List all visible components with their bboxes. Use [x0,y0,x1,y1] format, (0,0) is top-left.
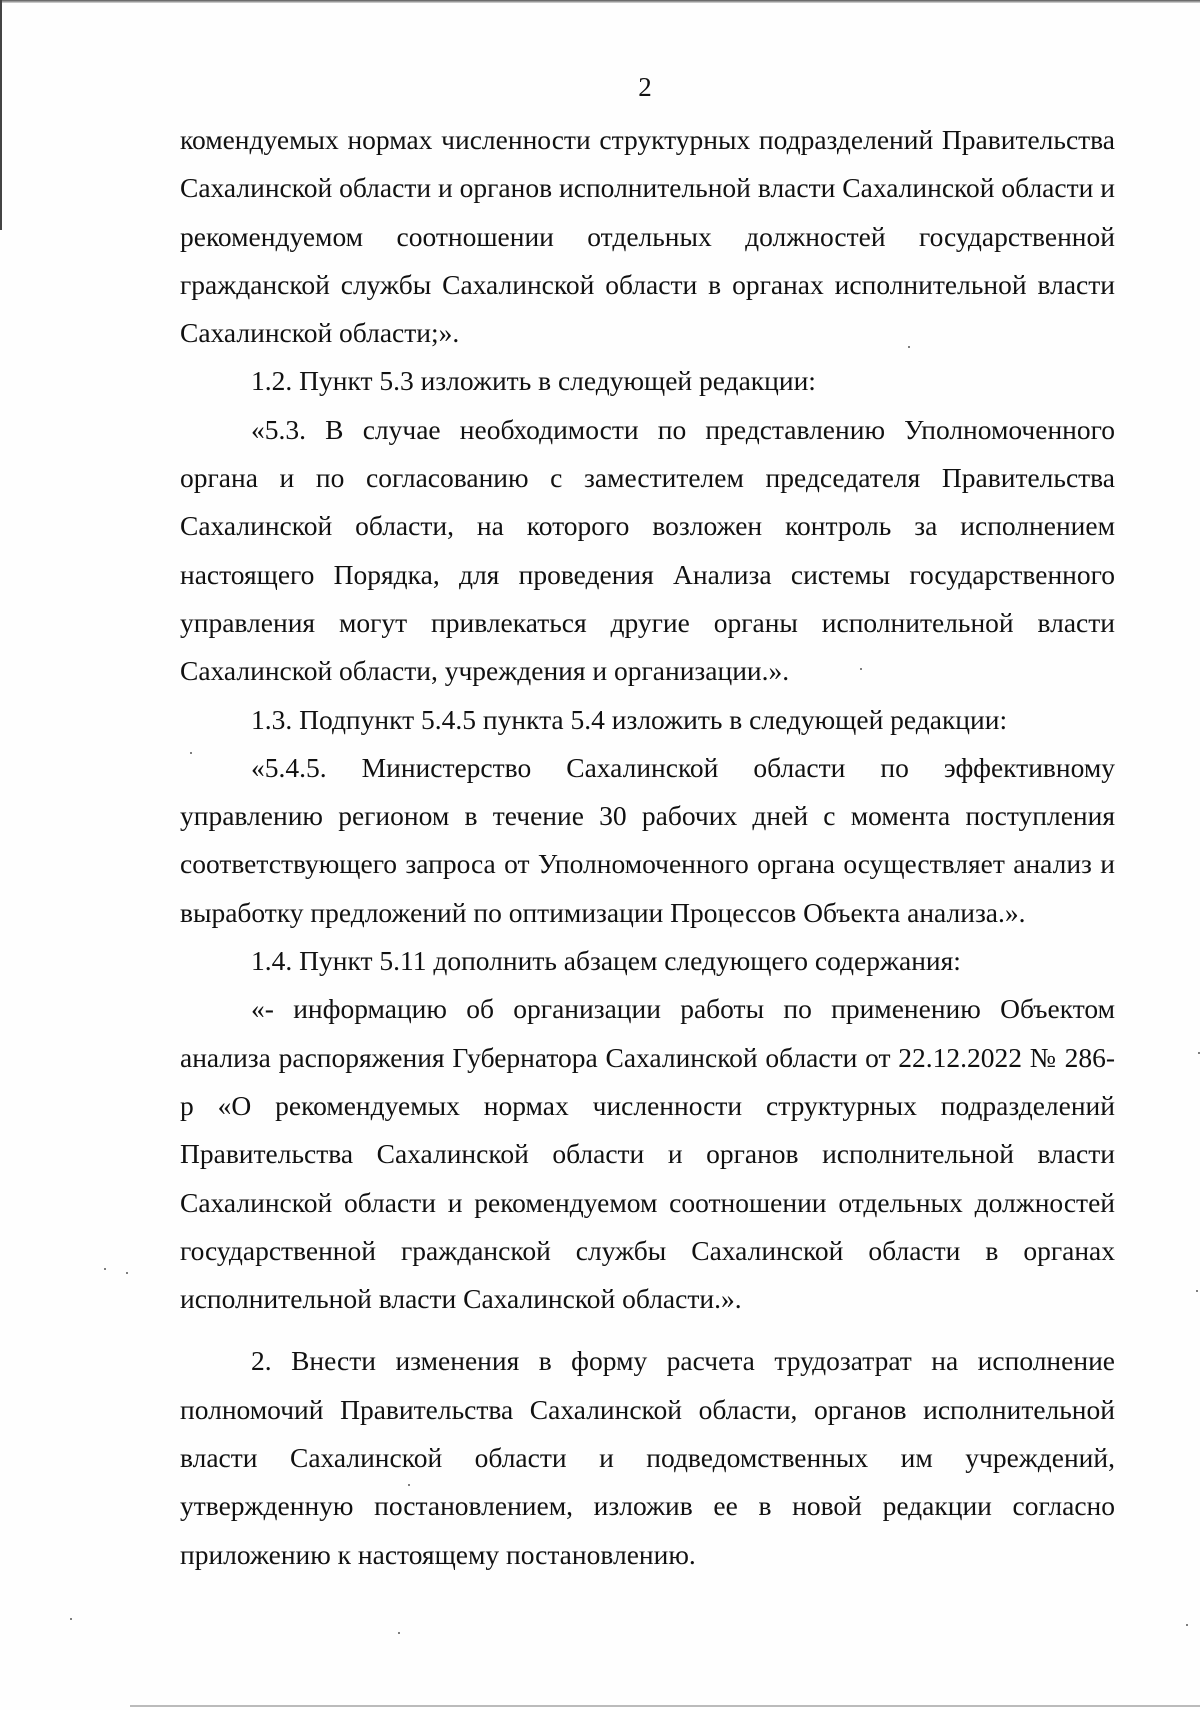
scan-speck [70,1618,72,1620]
scan-speck [126,1272,128,1274]
scan-speck [1186,1624,1188,1626]
document-body [180,116,1115,1579]
scan-speck [860,668,862,670]
scan-edge-top [0,0,1200,3]
scan-speck [408,1484,410,1486]
scan-edge-left [0,0,2,230]
page-number: 2 [638,72,652,102]
scan-speck [908,346,910,348]
paragraph-continuation: комендуемых нормах численности структурных подразделений Правительства Сахалинской области и органов исполнительной власти Сахалинской области и рекомендуемом соотношении отдельных должностей государственной гражданской службы Сахалинской области в органах исполнительной власти Сахалинской области;». [180,124,1115,349]
paragraph-item-2: 2. Внести изменения в форму расчета трудозатрат на исполнение полномочий Правительства Сахалинской области, органов исполнительной власти Сахалинской области и подведомственных им учреждений, утвержденную постановлением, изложив ее в новой редакции согласно приложению к настоящему постановлению. [180,1345,1115,1570]
scan-edge-bottom [130,1705,1200,1707]
scan-speck [1196,1290,1198,1292]
scan-speck [104,1268,106,1270]
paragraph-item-5-4-5-text: «5.4.5. Министерство Сахалинской области по эффективному управлению регионом в течение 30 рабочих дней с момента поступления соответствующего запроса от Уполномоченного органа осуществляет анализ и выработку предложений по оптимизации Процессов Объекта анализа.». [180,751,1115,928]
paragraph-item-1-3: 1.3. Подпункт 5.4.5 пункта 5.4 изложить в следующей редакции: [251,703,1008,735]
scan-speck [190,752,192,754]
paragraph-item-5-11-text: «- информацию об организации работы по применению Объектом анализа распоряжения Губернатора Сахалинской области от 22.12.2022 № 286-р «О рекомендуемых нормах численности структурных подразделений Правительства Сахалинской области и органов исполнительной власти Сахалинской области и рекомендуемом соотношении отдельных должностей государственной гражданской службы Сахалинской области в органах исполнительной власти Сахалинской области.». [180,993,1115,1315]
paragraph-item-1-2: 1.2. Пункт 5.3 изложить в следующей редакции: [251,365,816,397]
paragraph-item-5-3-text: «5.3. В случае необходимости по представлению Уполномоченного органа и по согласованию с заместителем председателя Правительства Сахалинской области, на которого возложен контроль за исполнением настоящего Порядка, для проведения Анализа системы государственного управления могут привлекаться другие органы исполнительной власти Сахалинской области, учреждения и организации.». [180,413,1115,687]
scan-speck [398,1632,400,1634]
paragraph-item-1-4: 1.4. Пункт 5.11 дополнить абзацем следующего содержания: [251,945,961,977]
